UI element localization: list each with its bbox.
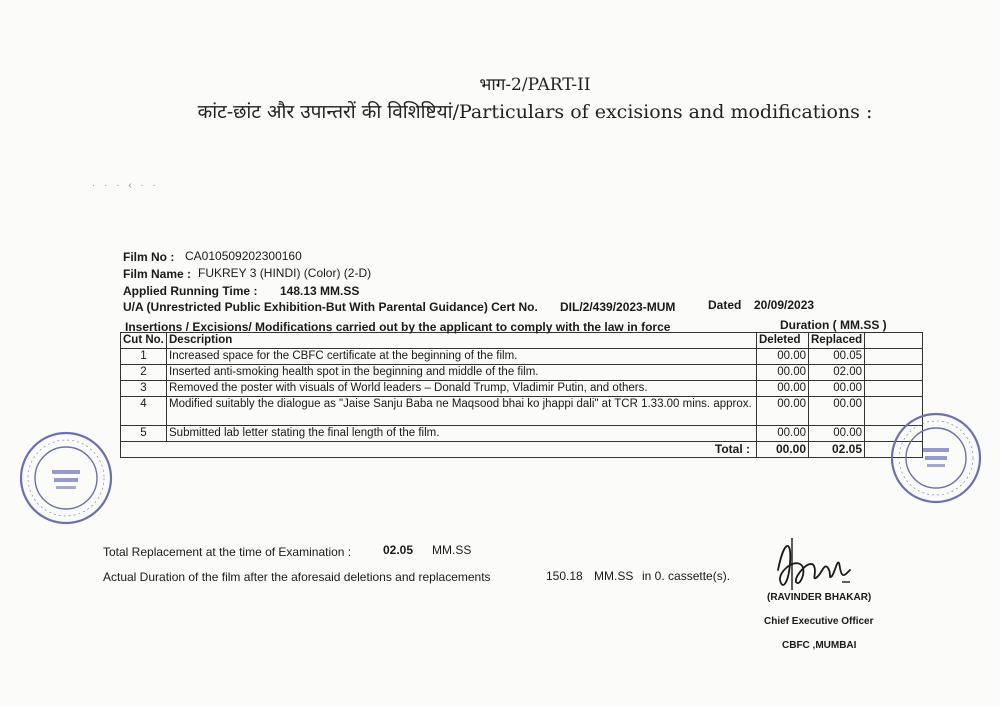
cut-deleted: 00.00 [757, 397, 809, 426]
scan-noise: · · · ‹ · · [92, 180, 159, 191]
actual-duration-value: 150.18 [546, 569, 583, 583]
signatory-title: Chief Executive Officer [764, 616, 874, 627]
total-label: Total : [121, 442, 757, 458]
cut-number: 5 [121, 426, 167, 442]
blank-cell [865, 381, 923, 397]
total-replaced: 02.05 [809, 442, 865, 458]
cut-deleted: 00.00 [757, 349, 809, 365]
cut-number: 3 [121, 381, 167, 397]
duration-caption: Duration ( MM.SS ) [780, 318, 887, 332]
actual-duration-label: Actual Duration of the film after the aforesaid deletions and replacements [103, 570, 491, 584]
actual-duration-unit: MM.SS [594, 569, 634, 583]
excisions-table [120, 332, 923, 458]
header-blank [865, 333, 923, 349]
cut-number: 1 [121, 349, 167, 365]
cut-deleted: 00.00 [757, 426, 809, 442]
cert-number: DIL/2/439/2023-MUM [560, 300, 676, 314]
signatory-name: (RAVINDER BHAKAR) [767, 592, 872, 603]
table-header-row [121, 333, 923, 349]
header-replaced: Replaced [809, 333, 865, 349]
table-caption: Insertions / Excisions/ Modifications carried out by the applicant to comply with the law in force [125, 320, 671, 334]
page-title: कांट-छांट और उपान्तरों की विशिष्टियां/Particulars of excisions and modifications : [197, 101, 873, 123]
cut-replaced: 02.00 [809, 365, 865, 381]
cut-deleted: 00.00 [757, 365, 809, 381]
running-time-label: Applied Running Time : [123, 284, 258, 298]
cut-replaced: 00.05 [809, 349, 865, 365]
film-name-label: Film Name : [123, 267, 192, 281]
table-row [121, 365, 923, 381]
header-description: Description [167, 333, 757, 349]
replacement-label: Total Replacement at the time of Examination : [103, 545, 352, 559]
cassette-count: in 0. cassette(s). [642, 569, 731, 583]
total-deleted: 00.00 [757, 442, 809, 458]
dated-value: 20/09/2023 [754, 298, 815, 312]
cut-description: Inserted anti-smoking health spot in the beginning and middle of the film. [167, 365, 757, 381]
film-no-label: Film No : [123, 250, 175, 264]
part-heading: भाग-2/PART-II [479, 75, 591, 95]
signature [770, 530, 865, 595]
table-row [121, 426, 923, 442]
cut-description: Removed the poster with visuals of World leaders – Donald Trump, Vladimir Putin, and others. [167, 381, 757, 397]
blank-cell [865, 349, 923, 365]
total-row [121, 442, 923, 458]
table-row [121, 349, 923, 365]
cut-replaced: 00.00 [809, 381, 865, 397]
table-row [121, 397, 923, 426]
signatory-org: CBFC ,MUMBAI [782, 640, 857, 651]
replacement-value: 02.05 [383, 543, 414, 557]
cert-text: U/A (Unrestricted Public Exhibition-But With Parental Guidance) Cert No. [123, 300, 538, 314]
header-cut-no: Cut No. [121, 333, 167, 349]
film-no-value: CA010509202300160 [185, 249, 302, 263]
cut-number: 4 [121, 397, 167, 426]
cbfc-seal-left [18, 430, 114, 526]
replacement-unit: MM.SS [432, 543, 472, 557]
blank-cell [865, 365, 923, 381]
cut-number: 2 [121, 365, 167, 381]
film-name-value: FUKREY 3 (HINDI) (Color) (2-D) [198, 266, 372, 280]
cut-description: Modified suitably the dialogue as "Jaise Sanju Baba ne Maqsood bhai ko jhappi dali" at TCR 1.33.00 mins. approx. [167, 397, 757, 426]
cut-replaced: 00.00 [809, 426, 865, 442]
cut-replaced: 00.00 [809, 397, 865, 426]
cbfc-seal-right [886, 410, 986, 506]
dated-label: Dated [708, 298, 742, 312]
cut-deleted: 00.00 [757, 381, 809, 397]
table-row [121, 381, 923, 397]
cut-description: Submitted lab letter stating the final length of the film. [167, 426, 757, 442]
running-time-value: 148.13 MM.SS [280, 284, 360, 298]
header-deleted: Deleted [757, 333, 809, 349]
cut-description: Increased space for the CBFC certificate at the beginning of the film. [167, 349, 757, 365]
